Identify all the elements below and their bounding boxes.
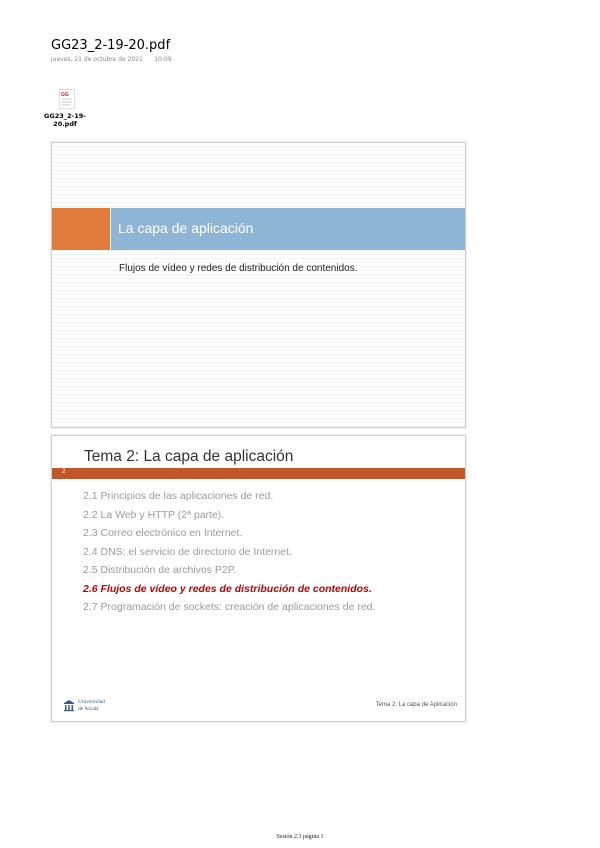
note-time: 10:09 — [154, 56, 172, 63]
topic-item: 2.2 La Web y HTTP (2ª parte). — [83, 508, 225, 521]
university-logo-icon — [63, 699, 75, 712]
title-banner — [111, 208, 465, 250]
university-name-line1: Universidad — [78, 699, 105, 705]
pdf-file-icon-label: GG — [61, 92, 69, 98]
university-name-line2: de Alcalá — [78, 705, 99, 712]
page-footer: Sesión 2.3 página 1 — [276, 834, 324, 840]
topic-item: 2.3 Correo electrónico en Internet. — [83, 527, 243, 539]
note-timestamp — [51, 56, 172, 63]
topic-item: 2.1 Principios de las aplicaciones de red. — [83, 490, 274, 502]
university-name — [78, 699, 105, 712]
slide-2-bar — [52, 468, 465, 479]
slide-footer: Tema 2: La capa de Aplicación — [375, 702, 457, 708]
title-accent-orange — [52, 208, 110, 250]
topic-item: 2.5 Distribución de archivos P2P. — [83, 564, 237, 576]
topic-item-active: 2.6 Flujos de vídeo y redes de distribución de contenidos. — [83, 582, 372, 595]
slide-1-subtitle: Flujos de vídeo y redes de distribución de contenidos. — [119, 263, 358, 274]
topic-item: 2.7 Programación de sockets: creación de aplicaciones de red. — [83, 601, 376, 613]
slide-1-heading: La capa de aplicación — [118, 220, 254, 236]
topic-list — [83, 487, 375, 617]
slide-2 — [51, 435, 466, 722]
note-title: GG23_2-19-20.pdf — [51, 38, 171, 53]
note-date: jueves, 21 de octubre de 2021 — [51, 56, 143, 63]
pdf-file-icon[interactable] — [59, 89, 75, 109]
attachment-filename[interactable]: GG23_2-19-20.pdf — [44, 112, 86, 128]
slide-1 — [51, 142, 466, 428]
topic-item: 2.4 DNS: el servicio de directorio de Internet. — [83, 545, 292, 558]
slide-2-heading: Tema 2: La capa de aplicación — [84, 448, 294, 465]
slide-number: 2 — [62, 469, 66, 475]
